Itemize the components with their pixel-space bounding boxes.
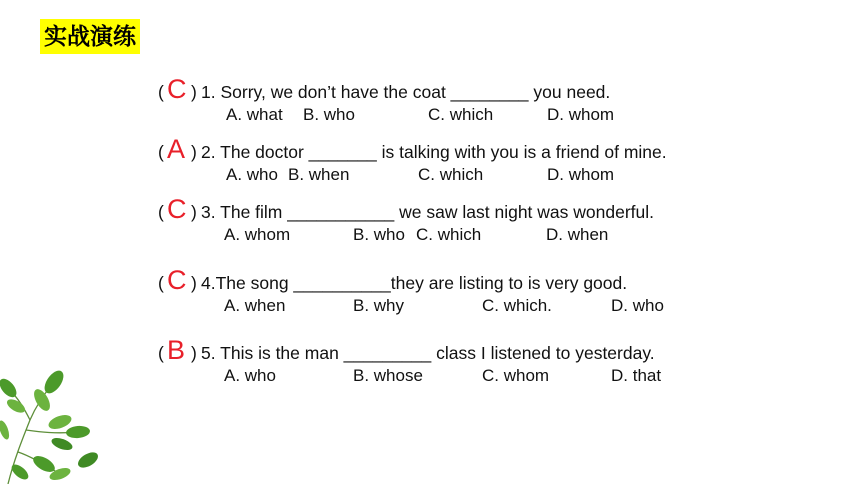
option-d: D. that — [611, 366, 662, 385]
paren-close: ) — [191, 82, 197, 102]
option-a: A. who — [226, 165, 278, 184]
answer-mark: A — [167, 134, 186, 164]
option-b: B. when — [288, 165, 350, 184]
paren-close: ) — [191, 202, 197, 222]
question-3 — [158, 194, 718, 246]
answer-mark: C — [167, 265, 187, 295]
option-d: D. whom — [547, 165, 615, 184]
option-c: C. which. — [482, 296, 552, 315]
option-a: A. when — [224, 296, 286, 315]
question-stem: 2. The doctor _______ is talking with you is a friend of mine. — [201, 142, 667, 162]
paren-open: ( — [158, 202, 164, 222]
answer-mark: C — [167, 194, 187, 224]
option-d: D. whom — [547, 105, 615, 124]
question-5 — [158, 335, 718, 387]
question-4 — [158, 265, 718, 317]
question-stem: 5. This is the man _________ class I listened to yesterday. — [201, 343, 655, 363]
option-c: C. whom — [482, 366, 550, 385]
option-d: D. when — [546, 225, 609, 244]
option-a: A. who — [224, 366, 276, 385]
paren-close: ) — [191, 343, 197, 363]
option-b: B. whose — [353, 366, 423, 385]
options-row — [158, 224, 718, 246]
option-a: A. whom — [224, 225, 291, 244]
option-b: B. why — [353, 296, 405, 315]
option-a: A. what — [226, 105, 283, 124]
paren-open: ( — [158, 142, 164, 162]
options-row — [158, 365, 718, 387]
option-d: D. who — [611, 296, 664, 315]
question-stem: 4.The song __________they are listing to is very good. — [201, 273, 628, 293]
option-b: B. who — [353, 225, 405, 244]
paren-close: ) — [191, 273, 197, 293]
question-2 — [158, 134, 718, 186]
paren-open: ( — [158, 343, 164, 363]
answer-mark: B — [167, 335, 186, 365]
options-row — [158, 295, 718, 317]
option-c: C. which — [416, 225, 482, 244]
paren-open: ( — [158, 82, 164, 102]
question-stem: 1. Sorry, we don’t have the coat ________ you need. — [201, 82, 611, 102]
question-stem: 3. The film ___________ we saw last night was wonderful. — [201, 202, 655, 222]
paren-open: ( — [158, 273, 164, 293]
section-title: 实战演练 — [40, 19, 140, 54]
option-c: C. which — [428, 105, 494, 124]
option-b: B. who — [303, 105, 355, 124]
leaf-decoration-icon — [0, 360, 110, 484]
paren-close: ) — [191, 142, 197, 162]
option-c: C. which — [418, 165, 484, 184]
options-row — [158, 164, 718, 186]
options-row — [158, 104, 718, 126]
answer-mark: C — [167, 74, 187, 104]
question-1 — [158, 74, 718, 126]
